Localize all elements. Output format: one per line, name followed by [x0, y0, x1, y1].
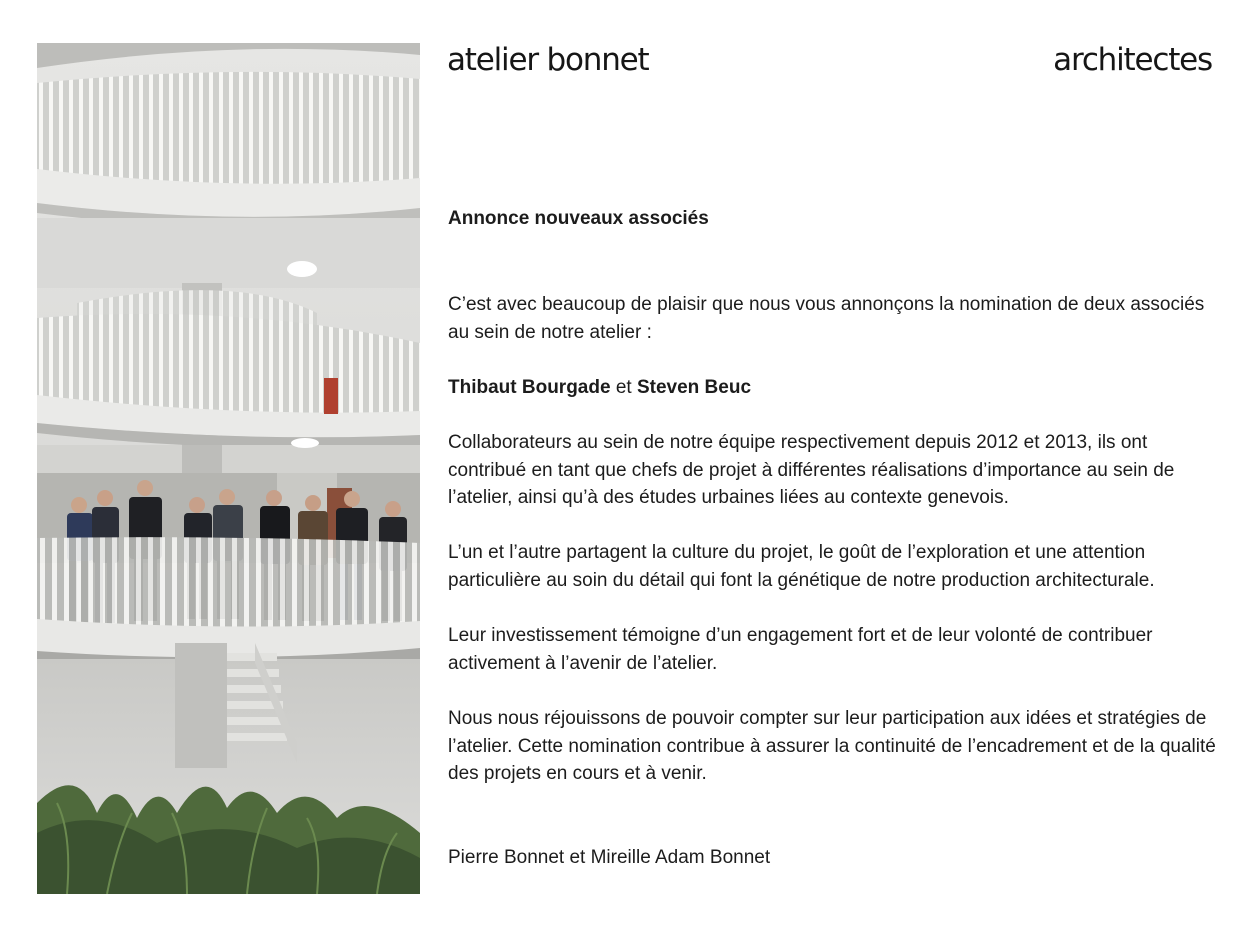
associate-name-second: Steven Beuc: [636, 376, 752, 398]
announcement-title: Annonce nouveaux associés: [448, 208, 709, 229]
paragraph-collaborateurs: Collaborateurs au sein de notre équipe respectivement depuis 2012 et 2013, ils ont contribué en tant que chefs de projet à différentes réalisations d’importance au sein de l’atelier, ainsi qu’à des études urbaines liées au contexte genevois.: [448, 431, 1175, 509]
names-joiner: et: [610, 376, 637, 398]
announcement-body: [448, 205, 1218, 899]
intro-paragraph: C’est avec beaucoup de plaisir que nous vous annonçons la nomination de deux associés au sein de notre atelier :: [448, 294, 1205, 343]
paragraph-culture: L’un et l’autre partagent la culture du projet, le goût de l’exploration et une attention particulière au soin du détail qui font la génétique de notre production architecturale.: [448, 542, 1155, 591]
associate-name-first: Thibaut Bourgade: [448, 376, 611, 398]
associates-names: [448, 374, 1218, 402]
paragraph-rejouissons: Nous nous réjouissons de pouvoir compter sur leur participation aux idées et stratégies de l’atelier. Cette nomination contribue à assurer la continuité de l’encadrement et de la qualité des projets en cours et à venir.: [448, 707, 1216, 785]
brand-logo-right: architectes: [1053, 42, 1212, 78]
signature: Pierre Bonnet et Mireille Adam Bonnet: [448, 846, 771, 868]
paragraph-investissement: Leur investissement témoigne d’un engagement fort et de leur volonté de contribuer activement à l’avenir de l’atelier.: [448, 625, 1153, 674]
brand-logo-left: atelier bonnet: [447, 42, 649, 78]
team-photo: [37, 43, 420, 894]
